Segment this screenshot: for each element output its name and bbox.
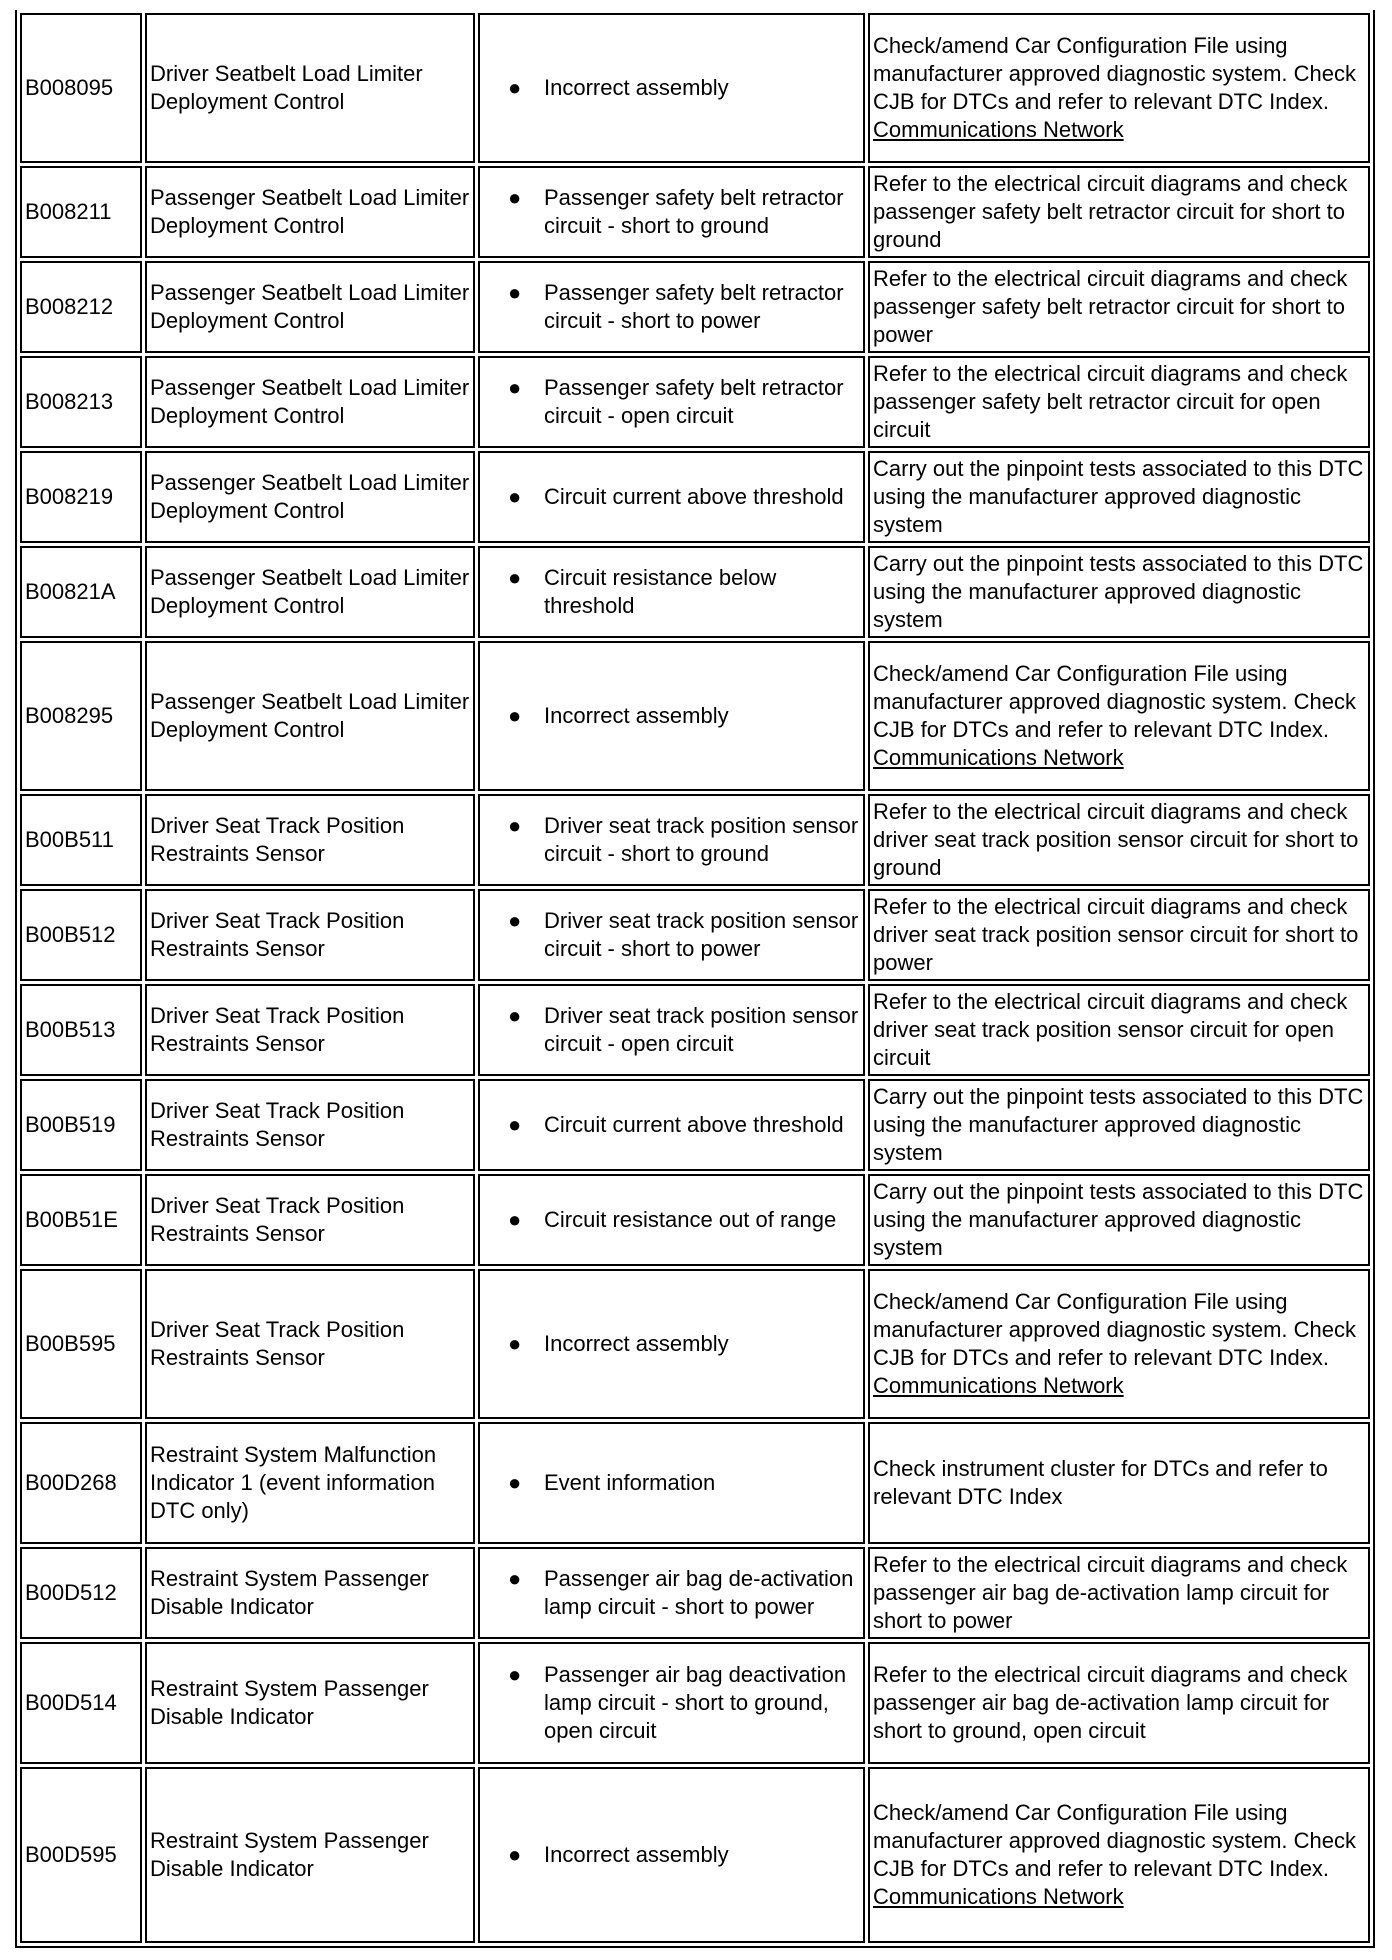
action: [868, 1767, 1370, 1943]
cause-text: Circuit current above threshold: [544, 484, 844, 509]
possible-cause: [478, 1079, 865, 1171]
cause-text: Passenger safety belt retractor circuit - short to power: [544, 280, 844, 333]
possible-cause: [478, 1174, 865, 1266]
table-row: [20, 356, 1370, 448]
cause-item: [508, 1469, 860, 1497]
action-text: Refer to the electrical circuit diagrams and check passenger safety belt retractor circuit for short to ground: [873, 171, 1348, 252]
action: [868, 984, 1370, 1076]
action: [868, 889, 1370, 981]
bullet-icon: ●: [508, 1842, 522, 1867]
action: [868, 1547, 1370, 1639]
action-text: Carry out the pinpoint tests associated to this DTC using the manufacturer approved diagnostic system: [873, 1084, 1364, 1165]
action-text: Refer to the electrical circuit diagrams and check passenger air bag de-activation lamp circuit for short to ground, open circuit: [873, 1662, 1348, 1743]
possible-cause: [478, 13, 865, 163]
possible-cause: [478, 166, 865, 258]
cause-item: [508, 1002, 860, 1058]
dtc-description: Restraint System Passenger Disable Indicator: [145, 1642, 475, 1764]
cause-text: Passenger air bag de-activation lamp circuit - short to power: [544, 1566, 854, 1619]
dtc-description: Driver Seat Track Position Restraints Sensor: [145, 794, 475, 886]
action-text: Check/amend Car Configuration File using manufacturer approved diagnostic system. Check CJB for DTCs and refer to relevant DTC Index.: [873, 1800, 1357, 1881]
dtc-description: Restraint System Passenger Disable Indicator: [145, 1547, 475, 1639]
cause-text: Circuit resistance out of range: [544, 1207, 837, 1232]
action: [868, 261, 1370, 353]
dtc-code: B008212: [20, 261, 142, 353]
dtc-code: B008295: [20, 641, 142, 791]
action-text: Refer to the electrical circuit diagrams and check driver seat track position sensor circuit for short to power: [873, 894, 1359, 975]
dtc-description: Passenger Seatbelt Load Limiter Deployment Control: [145, 166, 475, 258]
cause-text: Incorrect assembly: [544, 703, 729, 728]
cause-item: [508, 74, 860, 102]
possible-cause: [478, 451, 865, 543]
cause-text: Incorrect assembly: [544, 1842, 729, 1867]
bullet-icon: ●: [508, 375, 522, 400]
bullet-icon: ●: [508, 1207, 522, 1232]
cause-text: Passenger safety belt retractor circuit - short to ground: [544, 185, 844, 238]
action-text: Check/amend Car Configuration File using manufacturer approved diagnostic system. Check CJB for DTCs and refer to relevant DTC Index.: [873, 661, 1357, 742]
dtc-description: Driver Seat Track Position Restraints Sensor: [145, 1174, 475, 1266]
dtc-code: B00D512: [20, 1547, 142, 1639]
dtc-code: B008213: [20, 356, 142, 448]
possible-cause: [478, 546, 865, 638]
table-row: [20, 1642, 1370, 1764]
bullet-icon: ●: [508, 1662, 522, 1687]
cause-item: [508, 184, 860, 240]
cause-item: [508, 1565, 860, 1621]
communications-network-link[interactable]: Communications Network: [873, 745, 1124, 770]
dtc-code: B00D595: [20, 1767, 142, 1943]
action: [868, 1079, 1370, 1171]
cause-item: [508, 374, 860, 430]
action-text: Check/amend Car Configuration File using manufacturer approved diagnostic system. Check CJB for DTCs and refer to relevant DTC Index.: [873, 33, 1357, 114]
action: [868, 641, 1370, 791]
dtc-code: B008219: [20, 451, 142, 543]
action: [868, 546, 1370, 638]
possible-cause: [478, 356, 865, 448]
dtc-description: Restraint System Malfunction Indicator 1 (event information DTC only): [145, 1422, 475, 1544]
table-row: [20, 166, 1370, 258]
action-text: Refer to the electrical circuit diagrams and check driver seat track position sensor circuit for open circuit: [873, 989, 1348, 1070]
cause-item: [508, 812, 860, 868]
action: [868, 451, 1370, 543]
table-row: [20, 1422, 1370, 1544]
action-text: Check instrument cluster for DTCs and refer to relevant DTC Index: [873, 1456, 1328, 1509]
possible-cause: [478, 984, 865, 1076]
cause-item: [508, 279, 860, 335]
bullet-icon: ●: [508, 484, 522, 509]
action-text: Refer to the electrical circuit diagrams and check passenger safety belt retractor circuit for short to power: [873, 266, 1348, 347]
bullet-icon: ●: [508, 813, 522, 838]
table-row: [20, 1174, 1370, 1266]
action-text: Carry out the pinpoint tests associated to this DTC using the manufacturer approved diagnostic system: [873, 551, 1364, 632]
action-text: Carry out the pinpoint tests associated to this DTC using the manufacturer approved diagnostic system: [873, 1179, 1364, 1260]
action: [868, 13, 1370, 163]
cause-item: [508, 907, 860, 963]
possible-cause: [478, 1422, 865, 1544]
cause-item: [508, 702, 860, 730]
dtc-description: Driver Seatbelt Load Limiter Deployment Control: [145, 13, 475, 163]
dtc-table-body: [20, 13, 1370, 1943]
dtc-code: B00B511: [20, 794, 142, 886]
action: [868, 166, 1370, 258]
bullet-icon: ●: [508, 1566, 522, 1591]
table-row: [20, 1079, 1370, 1171]
cause-text: Circuit resistance below threshold: [544, 565, 777, 618]
bullet-icon: ●: [508, 1003, 522, 1028]
dtc-code: B00B513: [20, 984, 142, 1076]
action: [868, 1642, 1370, 1764]
dtc-code: B00B595: [20, 1269, 142, 1419]
table-row: [20, 794, 1370, 886]
dtc-description: Driver Seat Track Position Restraints Sensor: [145, 889, 475, 981]
table-row: [20, 889, 1370, 981]
cause-item: [508, 483, 860, 511]
table-row: [20, 1767, 1370, 1943]
cause-text: Incorrect assembly: [544, 75, 729, 100]
dtc-code: B00B512: [20, 889, 142, 981]
possible-cause: [478, 261, 865, 353]
dtc-code: B00D514: [20, 1642, 142, 1764]
cause-item: [508, 1330, 860, 1358]
cause-text: Driver seat track position sensor circuit - short to power: [544, 908, 859, 961]
dtc-code: B008211: [20, 166, 142, 258]
bullet-icon: ●: [508, 1112, 522, 1137]
cause-text: Passenger air bag deactivation lamp circuit - short to ground, open circuit: [544, 1662, 847, 1743]
communications-network-link[interactable]: Communications Network: [873, 1884, 1124, 1909]
bullet-icon: ●: [508, 1331, 522, 1356]
bullet-icon: ●: [508, 280, 522, 305]
dtc-code: B00821A: [20, 546, 142, 638]
dtc-description: Passenger Seatbelt Load Limiter Deployment Control: [145, 356, 475, 448]
action-text: Refer to the electrical circuit diagrams and check passenger air bag de-activation lamp circuit for short to power: [873, 1552, 1348, 1633]
bullet-icon: ●: [508, 1470, 522, 1495]
action: [868, 356, 1370, 448]
dtc-description: Passenger Seatbelt Load Limiter Deployment Control: [145, 641, 475, 791]
dtc-description: Restraint System Passenger Disable Indicator: [145, 1767, 475, 1943]
action-text: Check/amend Car Configuration File using manufacturer approved diagnostic system. Check CJB for DTCs and refer to relevant DTC Index.: [873, 1289, 1357, 1370]
cause-item: [508, 564, 860, 620]
table-row: [20, 641, 1370, 791]
cause-text: Driver seat track position sensor circuit - open circuit: [544, 1003, 859, 1056]
dtc-description: Driver Seat Track Position Restraints Sensor: [145, 984, 475, 1076]
action: [868, 1422, 1370, 1544]
possible-cause: [478, 1642, 865, 1764]
table-row: [20, 1547, 1370, 1639]
dtc-description: Driver Seat Track Position Restraints Sensor: [145, 1269, 475, 1419]
table-row: [20, 984, 1370, 1076]
table-row: [20, 451, 1370, 543]
dtc-description: Passenger Seatbelt Load Limiter Deployment Control: [145, 451, 475, 543]
cause-text: Driver seat track position sensor circuit - short to ground: [544, 813, 859, 866]
communications-network-link[interactable]: Communications Network: [873, 1373, 1124, 1398]
possible-cause: [478, 794, 865, 886]
action-text: Refer to the electrical circuit diagrams and check passenger safety belt retractor circuit for open circuit: [873, 361, 1348, 442]
action: [868, 1174, 1370, 1266]
dtc-page: [15, 10, 1375, 1948]
action: [868, 794, 1370, 886]
bullet-icon: ●: [508, 75, 522, 100]
table-row: [20, 261, 1370, 353]
cause-item: [508, 1661, 860, 1745]
possible-cause: [478, 1767, 865, 1943]
cause-text: Incorrect assembly: [544, 1331, 729, 1356]
action: [868, 1269, 1370, 1419]
bullet-icon: ●: [508, 908, 522, 933]
table-row: [20, 1269, 1370, 1419]
possible-cause: [478, 889, 865, 981]
dtc-description: Driver Seat Track Position Restraints Sensor: [145, 1079, 475, 1171]
possible-cause: [478, 1547, 865, 1639]
cause-text: Passenger safety belt retractor circuit - open circuit: [544, 375, 844, 428]
cause-item: [508, 1111, 860, 1139]
possible-cause: [478, 641, 865, 791]
dtc-description: Passenger Seatbelt Load Limiter Deployment Control: [145, 546, 475, 638]
communications-network-link[interactable]: Communications Network: [873, 117, 1124, 142]
table-row: [20, 13, 1370, 163]
dtc-table: [15, 10, 1375, 1948]
table-row: [20, 546, 1370, 638]
dtc-code: B008095: [20, 13, 142, 163]
bullet-icon: ●: [508, 185, 522, 210]
dtc-code: B00B51E: [20, 1174, 142, 1266]
cause-item: [508, 1841, 860, 1869]
dtc-description: Passenger Seatbelt Load Limiter Deployment Control: [145, 261, 475, 353]
bullet-icon: ●: [508, 565, 522, 590]
action-text: Carry out the pinpoint tests associated to this DTC using the manufacturer approved diagnostic system: [873, 456, 1364, 537]
possible-cause: [478, 1269, 865, 1419]
bullet-icon: ●: [508, 703, 522, 728]
cause-item: [508, 1206, 860, 1234]
dtc-code: B00B519: [20, 1079, 142, 1171]
dtc-code: B00D268: [20, 1422, 142, 1544]
cause-text: Circuit current above threshold: [544, 1112, 844, 1137]
cause-text: Event information: [544, 1470, 716, 1495]
action-text: Refer to the electrical circuit diagrams and check driver seat track position sensor circuit for short to ground: [873, 799, 1359, 880]
